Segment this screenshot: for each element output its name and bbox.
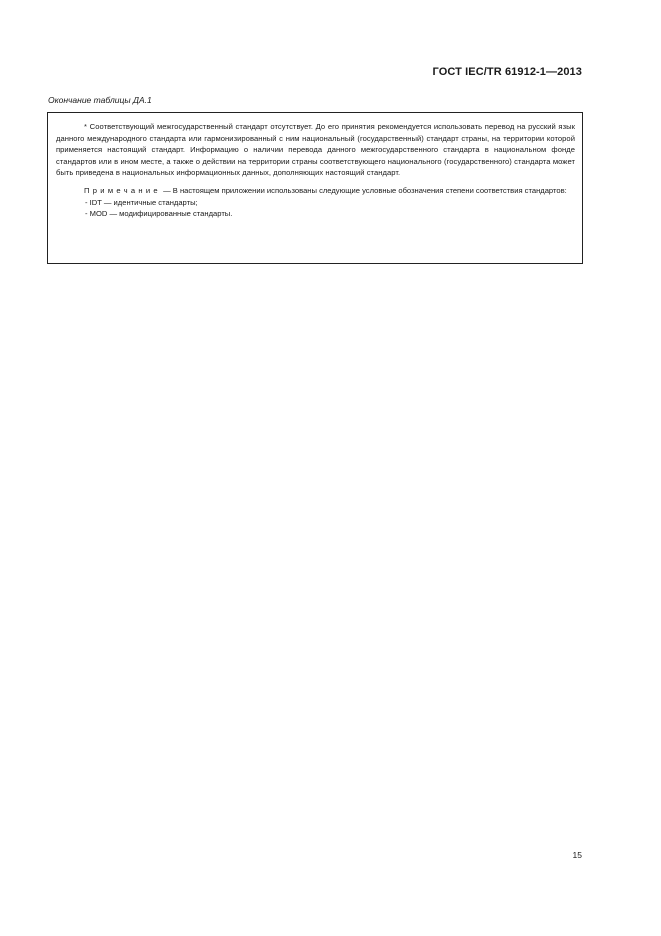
designation-list xyxy=(56,197,575,220)
note-label: Примечание xyxy=(84,185,161,195)
note-text: — В настоящем приложении использованы следующие условные обозначения степени соответствия стандартов: xyxy=(160,185,567,195)
standard-code-header: ГОСТ IEC/TR 61912-1—2013 xyxy=(432,66,582,78)
table-caption: Окончание таблицы ДА.1 xyxy=(48,95,152,105)
footnote-box xyxy=(47,112,583,264)
page-number: 15 xyxy=(572,850,582,860)
note-paragraph xyxy=(56,185,575,197)
designation-item-idt: - IDT — идентичные стандарты; xyxy=(85,197,198,207)
designation-item-mod: - MOD — модифицированные стандарты. xyxy=(85,209,233,219)
footnote-text: * Соответствующий межгосударственный стандарт отсутствует. До его принятия рекомендуется использовать перевод на русский язык данного международного стандарта или гармонизированный с ним национальный (государственный) стандарт страны, на территории которой применяется настоящий стандарт. Информацию о наличии перевода данного межгосударственного стандарта в национальном фонде стандартов или в ином месте, а также о действии на территории страны соответствующего национального (государственного) стандарта может быть приведена в национальных информационных данных, дополняющих настоящий стандарт. xyxy=(56,122,575,178)
